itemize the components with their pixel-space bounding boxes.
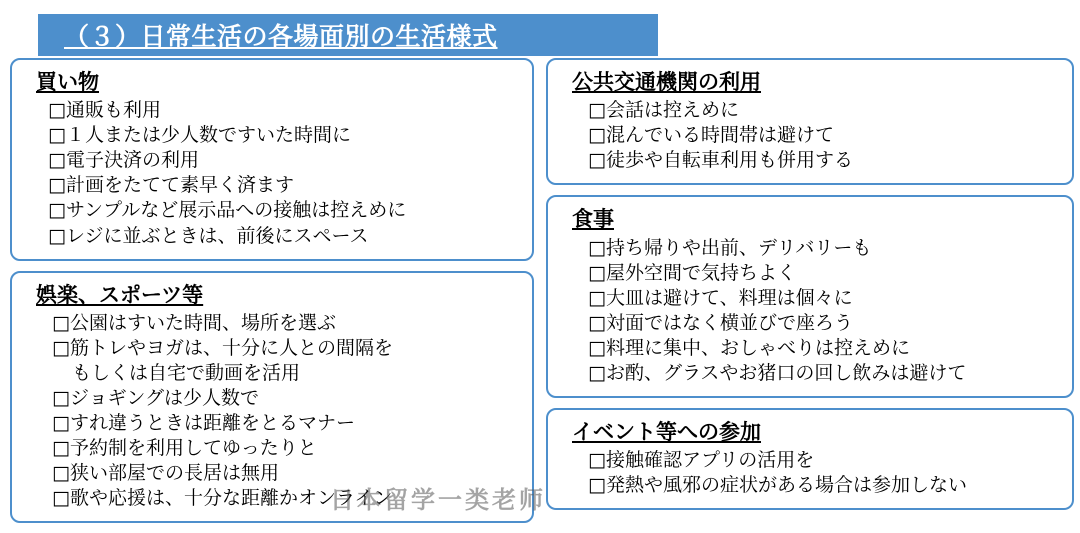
list-item: □１人または少人数ですいた時間に (48, 124, 351, 147)
list-item: □接触確認アプリの活用を (588, 449, 815, 472)
list-item: □混んでいる時間帯は避けて (588, 124, 834, 147)
card-title-recreation-sports: 娯楽、スポーツ等 (36, 282, 204, 307)
list-item: □サンプルなど展示品への接触は控えめに (48, 199, 407, 222)
list-item: □電子決済の利用 (48, 149, 199, 172)
list-item: □通販も利用 (48, 99, 161, 122)
list-item: □筋トレやヨガは、十分に人との間隔を (52, 336, 393, 359)
list-item: □公園はすいた時間、場所を選ぶ (52, 311, 336, 334)
card-title-events: イベント等への参加 (572, 419, 761, 444)
list-item: □発熱や風邪の症状がある場合は参加しない (588, 474, 967, 497)
checklist-meals (562, 236, 1060, 386)
checklist-shopping (26, 98, 520, 248)
list-item: □お酌、グラスやお猪口の回し飲みは避けて (588, 361, 967, 384)
card-title-public-transport: 公共交通機関の利用 (572, 70, 761, 94)
card-recreation-sports (10, 271, 534, 524)
card-meals (546, 195, 1074, 398)
list-item: □予約制を利用してゆったりと (52, 437, 317, 460)
list-item: □徒歩や自転車利用も併用する (588, 149, 853, 172)
list-item: □大皿は避けて、料理は個々に (588, 286, 853, 309)
watermark-text: 日本留学一类老师 (330, 486, 546, 514)
card-public-transport (546, 58, 1074, 185)
card-shopping (10, 58, 534, 261)
left-column (10, 58, 534, 533)
list-item: □会話は控えめに (588, 99, 739, 122)
list-item: □持ち帰りや出前、デリバリーも (588, 236, 872, 259)
list-item: □屋外空間で気持ちよく (588, 261, 796, 284)
list-item: □ジョギングは少人数で (52, 386, 260, 409)
checklist-public-transport (562, 98, 1060, 173)
card-events (546, 408, 1074, 510)
list-item: □すれ違うときは距離をとるマナー (52, 412, 355, 435)
list-item: □レジに並ぶときは、前後にスペース (48, 224, 369, 247)
checklist-events (562, 448, 1060, 498)
checklist-recreation-sports (26, 311, 520, 512)
page-title: （３）日常生活の各場面別の生活様式 (64, 22, 498, 51)
list-item: □歌や応援は、十分な距離かオンライン (52, 487, 393, 510)
list-item-continuation: もしくは自宅で動画を活用 (72, 361, 301, 384)
card-title-meals: 食事 (572, 207, 614, 232)
list-item: □狭い部屋での長居は無用 (52, 462, 279, 485)
right-column (546, 58, 1074, 520)
list-item: □計画をたてて素早く済ます (48, 174, 294, 197)
list-item: □料理に集中、おしゃべりは控えめに (588, 336, 910, 359)
slide-title-bar (38, 14, 658, 56)
list-item: □対面ではなく横並びで座ろう (588, 311, 853, 334)
card-title-shopping: 買い物 (36, 70, 99, 94)
